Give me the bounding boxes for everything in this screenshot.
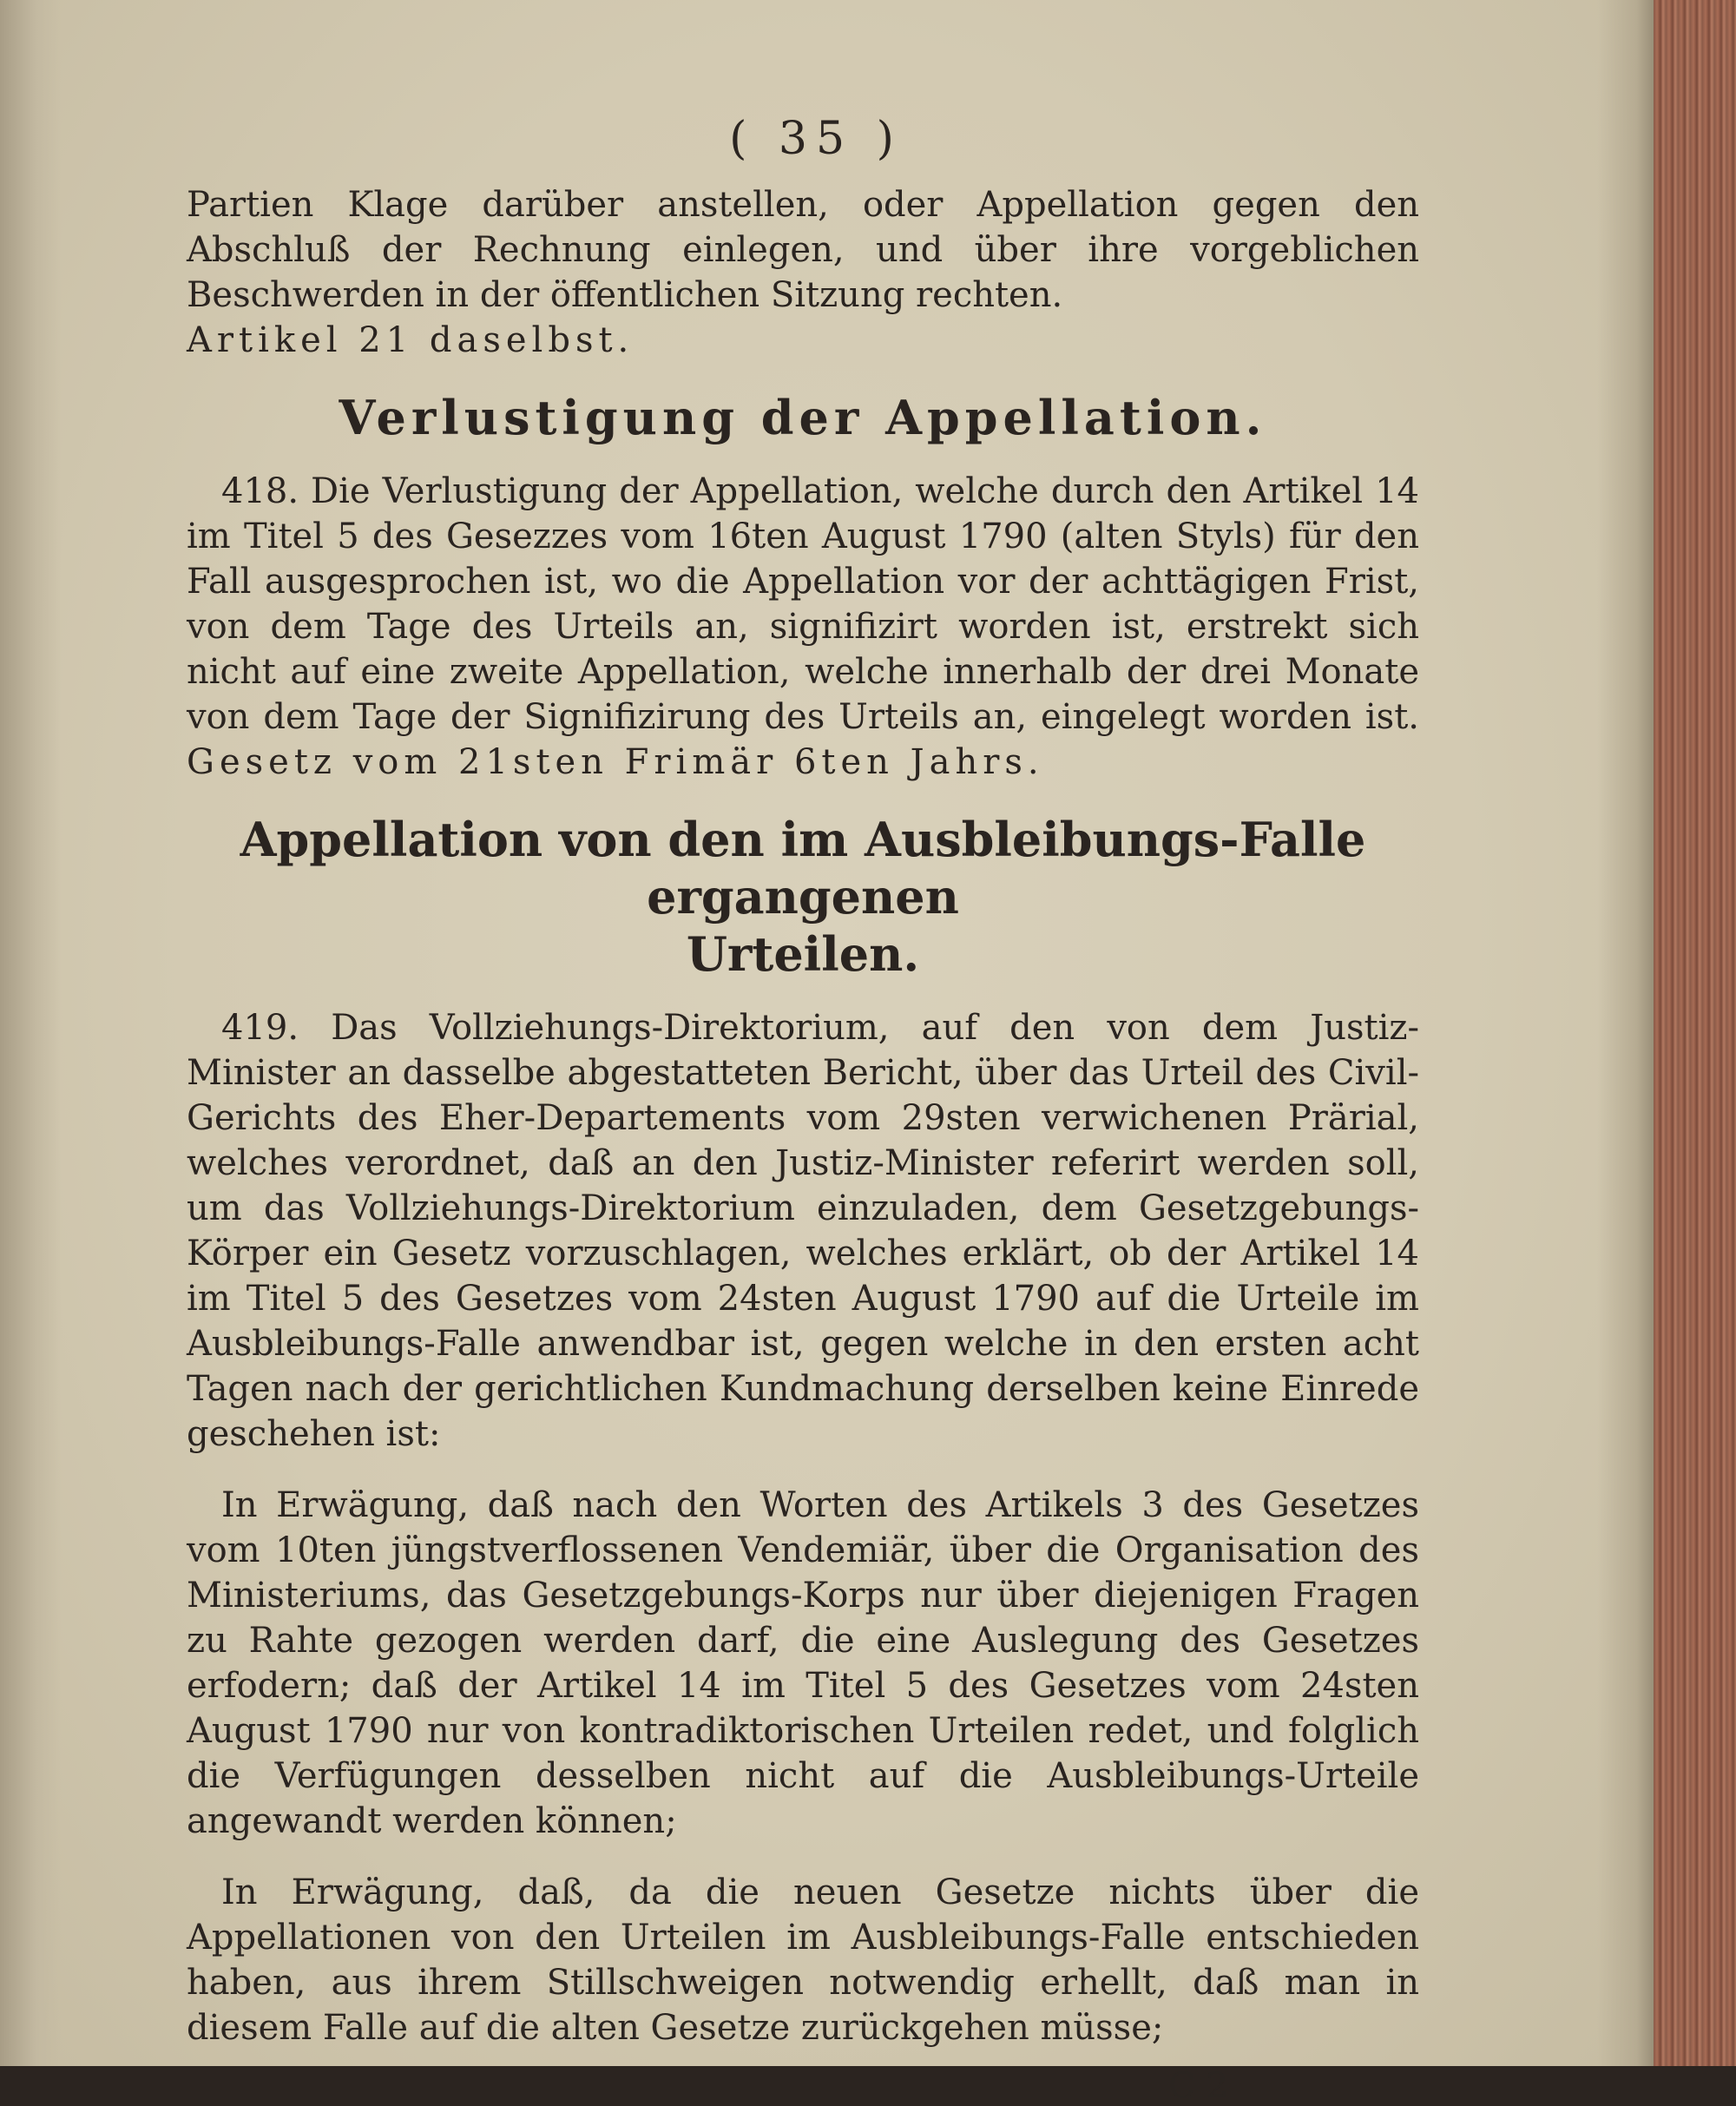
page-edge-shadow [1597,0,1654,2066]
considering-paragraph-2: In Erwägung, daß, da die neuen Gesetze nichts über die Appellationen von den Urteilen im Ausbleibungs-Falle entschieden haben, aus ihrem Stillschweigen notwendig erhellt, daß man in diesem Falle auf die alten Gesetze zurückgehen müsse; [187,1872,1419,2048]
paragraph-418-text: 418. Die Verlustigung der Appellation, welche durch den Artikel 14 im Titel 5 des Gesezzes vom 16ten August 1790 (alten Styls) für den Fall ausgesprochen ist, wo die Appellation vor der achttägigen Frist, von dem Tage des Urteils an, signifizirt worden ist, erstrekt sich nicht auf eine zweite Appellation, welche innerhalb der drei Monate von dem Tage der Signifizirung des Urteils an, eingelegt worden ist. [187,471,1419,737]
section-heading-appellation [187,811,1419,983]
heading-line-1: Appellation von den im Ausbleibungs-Falle ergangenen [240,812,1366,925]
binding-gutter [0,0,61,2066]
text-block [187,113,1419,2106]
continuation-paragraph [187,182,1419,363]
considering-paragraph-1: In Erwägung, daß nach den Worten des Artikels 3 des Gesetzes vom 10ten jüngstverflossenen Vendemiär, über die Organisation des Ministeriums, das Gesetzgebungs-Korps nur über diejenigen Fragen zu Rahte gezogen werden darf, die eine Auslegung des Gesetzes erfodern; daß der Artikel 14 im Titel 5 des Gesetzes vom 24sten August 1790 nur von kontradiktorischen Urteilen redet, und folglich die Verfügungen desselben nicht auf die Ausbleibungs-Urteile angewandt werden können; [187,1485,1419,1841]
signature-mark: C 2 [1168,2066,1228,2106]
section-heading-verlustigung: Verlustigung der Appellation. [339,390,1267,445]
paragraph-418-reference: Gesetz vom 21sten Frimär 6ten Jahrs. [187,742,1044,782]
book-spine-edge [1654,0,1736,2066]
continuation-text: Partien Klage darüber anstellen, oder Appellation gegen den Abschluß der Rechnung einlegen, und über ihre vorgeblichen Beschwerden in der öffentlichen Sitzung rechten. [187,185,1419,315]
heading-line-2: Urteilen. [686,926,920,982]
paragraph-418 [187,469,1419,785]
page-number: ( 35 ) [729,113,903,165]
paragraph-419: 419. Das Vollziehungs-Direktorium, auf den von dem Justiz-Minister an dasselbe abgestatteten Bericht, über das Urteil des Civil-Gerichts des Eher-Departements vom 29sten verwichenen Prärial, welches verordnet, daß an den Justiz-Minister referirt werden soll, um das Vollziehungs-Direktorium einzuladen, dem Gesetzgebungs-Körper ein Gesetz vorzuschlagen, welches erklärt, ob der Artikel 14 im Titel 5 des Gesetzes vom 24sten August 1790 auf die Urteile im Ausbleibungs-Falle anwendbar ist, gegen welche in den ersten acht Tagen nach der gerichtlichen Kundmachung derselben keine Einrede geschehen ist: [187,1008,1419,1454]
continuation-reference: Artikel 21 daselbst. [187,320,635,360]
